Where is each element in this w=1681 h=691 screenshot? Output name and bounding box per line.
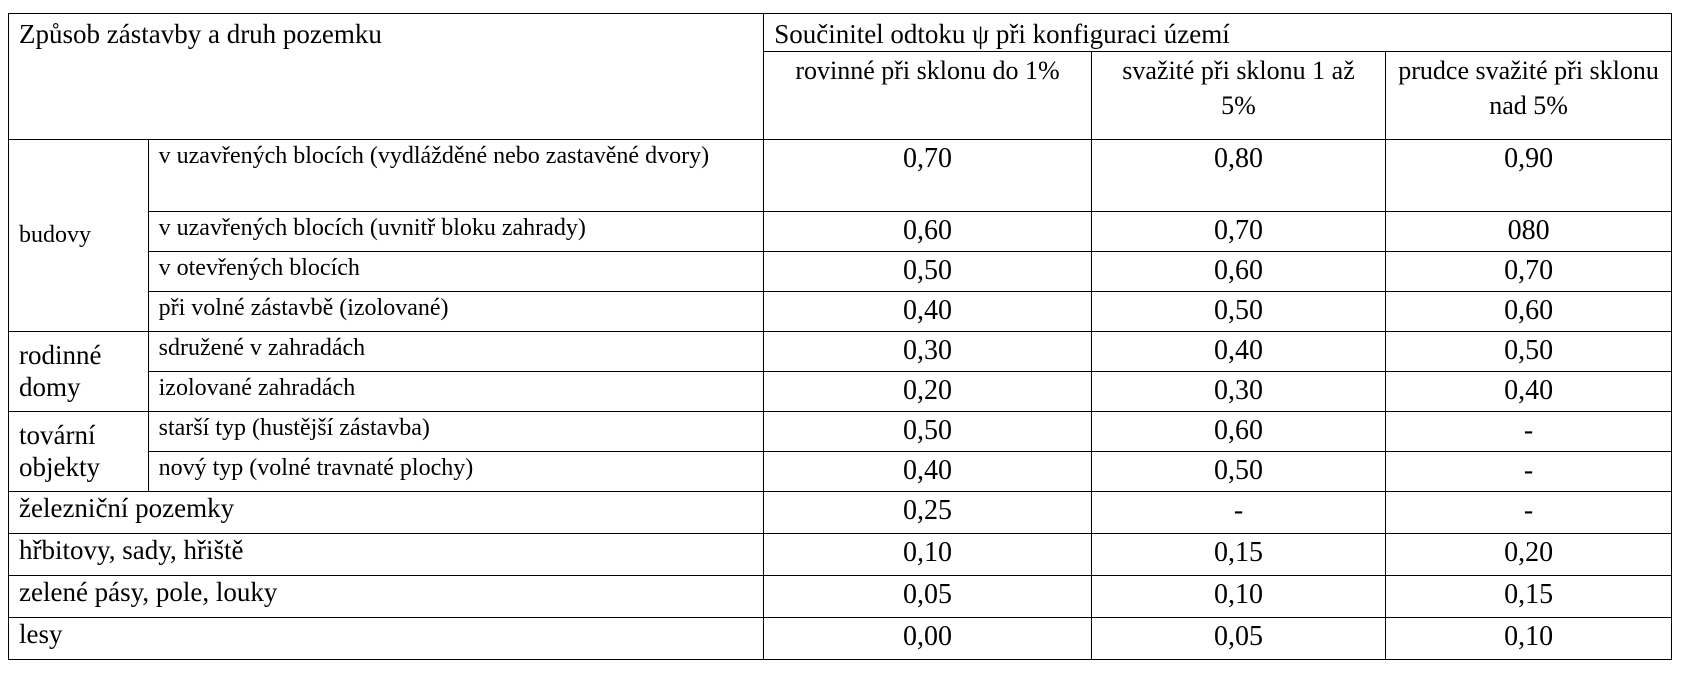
- value-slope: 0,60: [1091, 251, 1385, 291]
- value-steep: 0,10: [1386, 617, 1672, 659]
- header-coefficient-group: Součinitel odtoku ψ při konfiguraci území: [764, 14, 1672, 52]
- runoff-coefficient-table: [8, 13, 1672, 660]
- value-flat: 0,40: [764, 291, 1092, 331]
- row-label: železniční pozemky: [9, 491, 764, 533]
- row-label: starší typ (hustější zástavba): [148, 411, 764, 451]
- value-slope: 0,05: [1091, 617, 1385, 659]
- header-land-type: Způsob zástavby a druh pozemku: [9, 14, 764, 140]
- value-steep: 0,60: [1386, 291, 1672, 331]
- value-slope: 0,15: [1091, 533, 1385, 575]
- value-steep: 0,20: [1386, 533, 1672, 575]
- value-slope: 0,40: [1091, 331, 1385, 371]
- value-flat: 0,50: [764, 411, 1092, 451]
- table-row: [9, 291, 1672, 331]
- table-row: [9, 617, 1672, 659]
- value-slope: 0,30: [1091, 371, 1385, 411]
- table-row: [9, 575, 1672, 617]
- value-slope: 0,80: [1091, 139, 1385, 211]
- value-flat: 0,30: [764, 331, 1092, 371]
- value-slope: 0,50: [1091, 451, 1385, 491]
- table-row: [9, 533, 1672, 575]
- value-flat: 0,25: [764, 491, 1092, 533]
- value-flat: 0,00: [764, 617, 1092, 659]
- row-label: v otevřených blocích: [148, 251, 764, 291]
- table-row: [9, 331, 1672, 371]
- value-steep: 0,15: [1386, 575, 1672, 617]
- header-steep: prudce svažité při sklonu nad 5%: [1386, 51, 1672, 139]
- header-flat: rovinné při sklonu do 1%: [764, 51, 1092, 139]
- header-slope: svažité při sklonu 1 až 5%: [1091, 51, 1385, 139]
- row-label: izolované zahradách: [148, 371, 764, 411]
- value-slope: 0,10: [1091, 575, 1385, 617]
- table-row: [9, 251, 1672, 291]
- value-steep: 0,50: [1386, 331, 1672, 371]
- header-row-1: [9, 14, 1672, 52]
- row-label: lesy: [9, 617, 764, 659]
- table-row: [9, 371, 1672, 411]
- row-label: sdružené v zahradách: [148, 331, 764, 371]
- table-row: [9, 451, 1672, 491]
- group-label-budovy: budovy: [9, 139, 149, 331]
- value-flat: 0,70: [764, 139, 1092, 211]
- value-flat: 0,40: [764, 451, 1092, 491]
- value-slope: 0,60: [1091, 411, 1385, 451]
- table-row: [9, 211, 1672, 251]
- value-slope: 0,70: [1091, 211, 1385, 251]
- value-flat: 0,50: [764, 251, 1092, 291]
- value-slope: 0,50: [1091, 291, 1385, 331]
- value-slope: -: [1091, 491, 1385, 533]
- value-flat: 0,20: [764, 371, 1092, 411]
- value-steep: 0,70: [1386, 251, 1672, 291]
- value-steep: -: [1386, 491, 1672, 533]
- table-row: [9, 139, 1672, 211]
- row-label: v uzavřených blocích (vydlážděné nebo zastavěné dvory): [148, 139, 764, 211]
- value-steep: 0,40: [1386, 371, 1672, 411]
- group-label-tovarni-objekty: tovární objekty: [9, 411, 149, 491]
- row-label: hřbitovy, sady, hřiště: [9, 533, 764, 575]
- row-label: v uzavřených blocích (uvnitř bloku zahrady): [148, 211, 764, 251]
- value-steep: 0,90: [1386, 139, 1672, 211]
- table-row: [9, 411, 1672, 451]
- row-label: při volné zástavbě (izolované): [148, 291, 764, 331]
- value-steep: -: [1386, 451, 1672, 491]
- group-label-rodinne-domy: rodinné domy: [9, 331, 149, 411]
- value-flat: 0,05: [764, 575, 1092, 617]
- row-label: zelené pásy, pole, louky: [9, 575, 764, 617]
- value-flat: 0,10: [764, 533, 1092, 575]
- value-flat: 0,60: [764, 211, 1092, 251]
- table-row: [9, 491, 1672, 533]
- value-steep: 080: [1386, 211, 1672, 251]
- value-steep: -: [1386, 411, 1672, 451]
- row-label: nový typ (volné travnaté plochy): [148, 451, 764, 491]
